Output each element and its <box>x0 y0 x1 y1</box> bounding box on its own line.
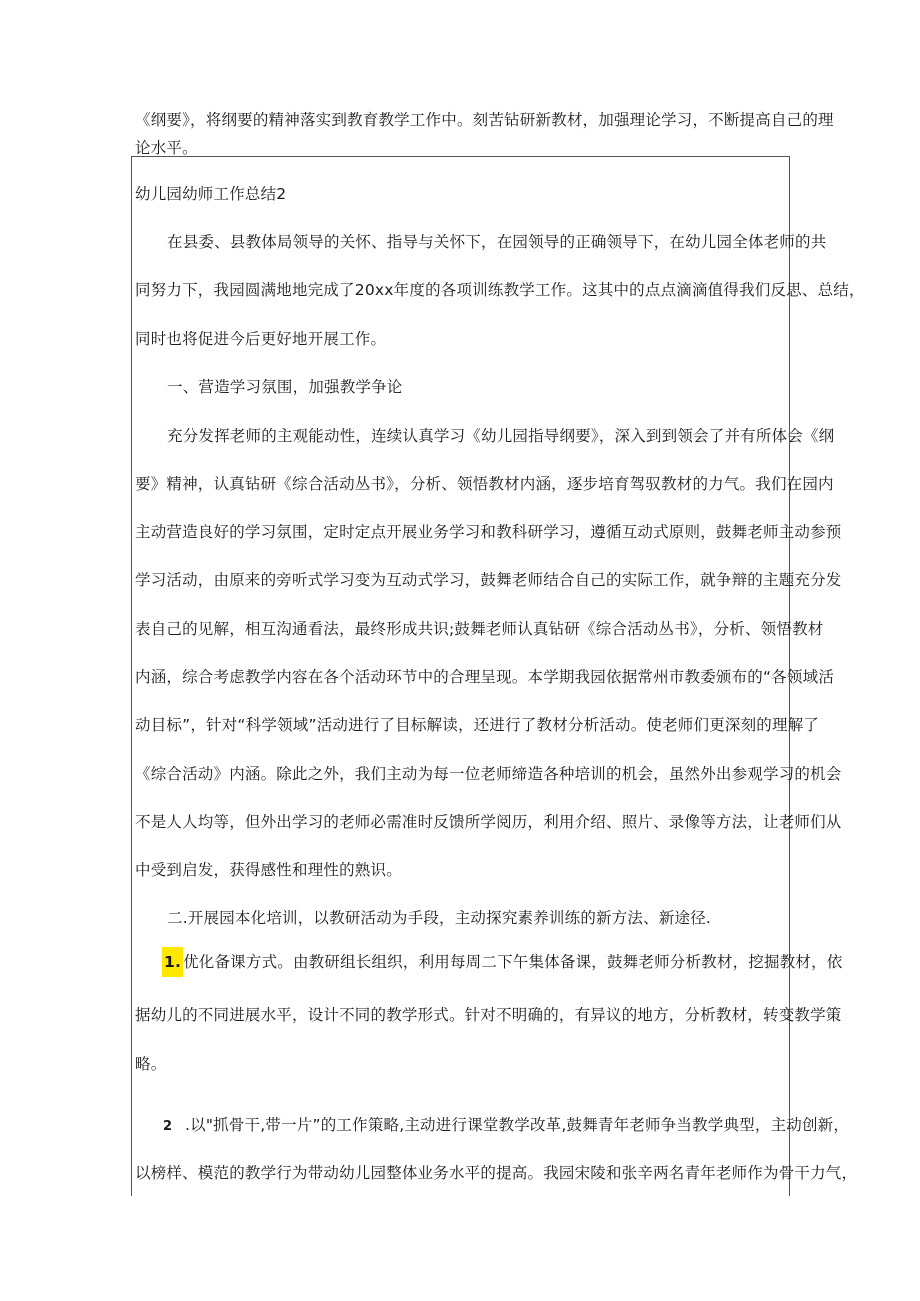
text-line: 学习活动，由原来的旁听式学习变为互动式学习，鼓舞老师结合自己的实际工作，就争辩的主题充分发 <box>135 571 842 589</box>
list-number: 2 <box>163 1119 173 1134</box>
text-line: 以榜样、模范的教学行为带动幼儿园整体业务水平的提高。我园宋陵和张辛两名青年老师作为骨干力气， <box>135 1164 858 1182</box>
text-line: 略。 <box>135 1055 167 1073</box>
text-line: 动目标”，针对“科学领域”活动进行了目标解读，还进行了教材分析活动。使老师们更深刻的理解了 <box>135 716 820 734</box>
text-line: 内涵，综合考虑教学内容在各个活动环节中的合理呈现。本学期我园依据常州市教委颁布的“各领域活 <box>135 668 835 686</box>
heading-two: 二.开展园本化培训，以教研活动为手段，主动探究素养训练的新方法、新途径. <box>167 909 712 927</box>
text-line: 《纲要》，将纲要的精神落实到教育教学工作中。刻苦钻研新教材，加强理论学习，不断提高自己的理 <box>135 111 834 129</box>
text-line: 据幼儿的不同进展水平，设计不同的教学形式。针对不明确的，有异议的地方，分析教材，转变教学策 <box>135 1006 842 1024</box>
text-line: 在县委、县教体局领导的关怀、指导与关怀下，在园领导的正确领导下，在幼儿园全体老师的共 <box>167 233 827 251</box>
text-span: 优化备课方式。由教研组长组织，利用每周二下午集体备课，鼓舞老师分析教材，挖掘教材，依 <box>183 953 843 971</box>
text-line: 充分发挥老师的主观能动性，连续认真学习《幼儿园指导纲要》，深入到到领会了并有所体会《纲 <box>167 427 835 445</box>
text-line: 表自己的见解，相互沟通看法，最终形成共识;鼓舞老师认真钻研《综合活动丛书》，分析、领悟教材 <box>135 620 824 638</box>
text-line: 主动营造良好的学习氛围，定时定点开展业务学习和教科研学习，遵循互动式原则，鼓舞老师主动参预 <box>135 523 842 541</box>
heading-one: 一、营造学习氛围，加强教学争论 <box>167 378 403 396</box>
list-item-line <box>162 947 842 977</box>
text-line: 中受到启发，获得感性和理性的熟识。 <box>135 861 402 879</box>
list-number-highlight: 1. <box>162 947 183 977</box>
text-line: 论水平。 <box>135 139 198 157</box>
text-line: 同时也将促进今后更好地开展工作。 <box>135 330 387 348</box>
text-line: 要》精神，认真钻研《综合活动丛书》，分析、领悟教材内涵，逐步培育驾驭教材的力气。我们在园内 <box>135 475 834 493</box>
list-item-line <box>163 1113 849 1135</box>
text-line: 不是人人均等，但外出学习的老师必需准时反馈所学阅历，利用介绍、照片、录像等方法，让老师们从 <box>135 813 842 831</box>
text-span: .以"抓骨干,带一片”的工作策略,主动进行课堂教学改革,鼓舞青年老师争当教学典型，主动创新， <box>185 1116 850 1134</box>
text-line: 同努力下，我园圆满地地完成了20xx年度的各项训练教学工作。这其中的点点滴滴值得我们反思、总结， <box>135 281 865 299</box>
text-line: 《综合活动》内涵。除此之外，我们主动为每一位老师缔造各种培训的机会，虽然外出参观学习的机会 <box>135 765 842 783</box>
section-title: 幼儿园幼师工作总结2 <box>135 185 287 203</box>
